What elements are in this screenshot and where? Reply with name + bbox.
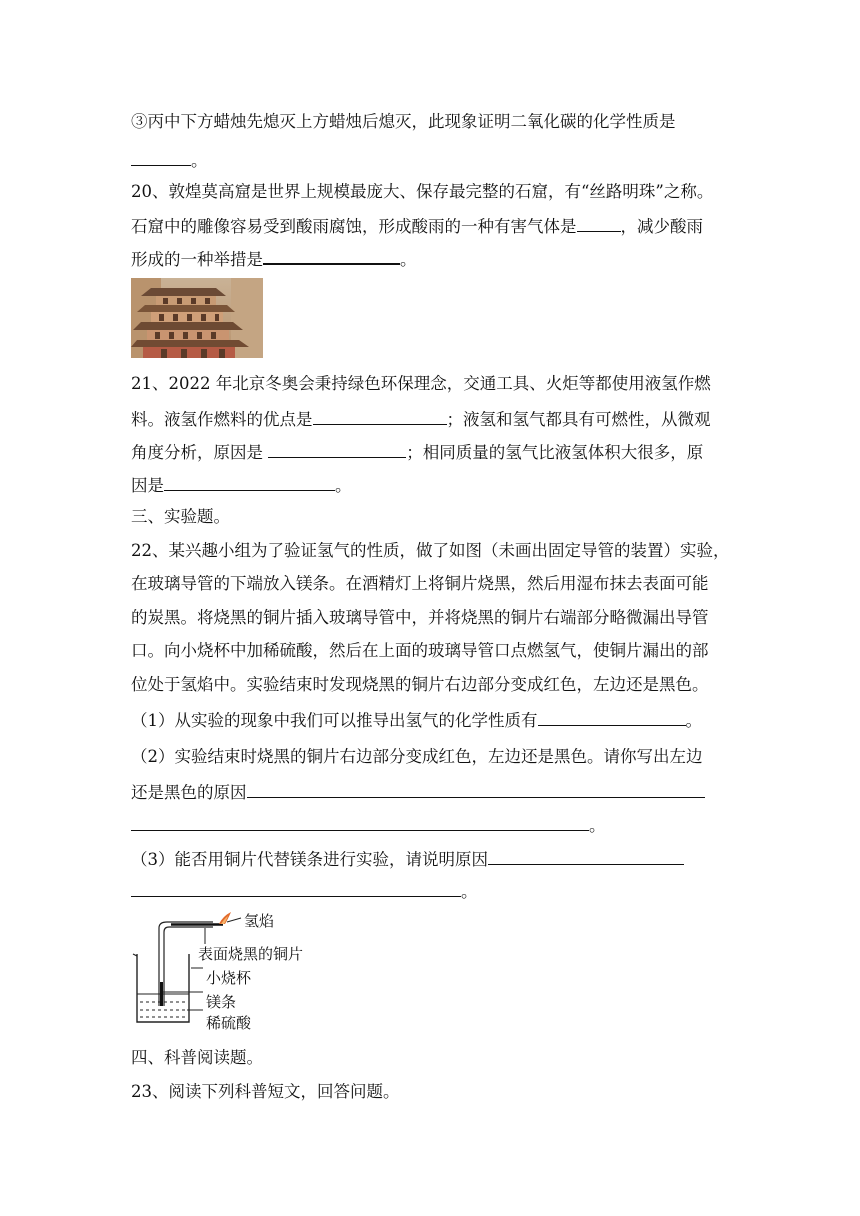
q22-line3: 的炭黑。将烧黑的铜片插入玻璃导管中，并将烧黑的铜片右端部分略微漏出导管 xyxy=(131,608,709,627)
q20-line2: 石窟中的雕像容易受到酸雨腐蚀，形成酸雨的一种有害气体是 ，减少酸雨 xyxy=(131,213,703,238)
answer-blank[interactable] xyxy=(247,779,705,798)
mogao-grottoes-photo xyxy=(131,278,263,358)
label-dilute-sulfuric-acid: 稀硫酸 xyxy=(206,1014,252,1032)
q21-line3: 角度分析，原因是 ；相同质量的氢气比液氢体积大很多，原 xyxy=(131,439,703,464)
q22-sub1: （1）从实验的现象中我们可以推导出氢气的化学性质有 。 xyxy=(131,707,702,732)
q22-line2: 在玻璃导管的下端放入镁条。在酒精灯上将铜片烧黑，然后用湿布抹去表面可能 xyxy=(131,574,709,593)
q22-sub2-line1: （2）实验结束时烧黑的铜片右边部分变成红色，左边还是黑色。请你写出左边 xyxy=(131,747,703,766)
q19-line1: ③丙中下方蜡烛先熄灭上方蜡烛后熄灭，此现象证明二氧化碳的化学性质是 xyxy=(131,112,676,131)
answer-blank[interactable] xyxy=(488,846,684,865)
q22-sub3: （3）能否用铜片代替镁条进行实验，请说明原因 xyxy=(131,846,684,871)
label-blackened-copper: 表面烧黑的铜片 xyxy=(198,945,304,963)
answer-blank[interactable] xyxy=(131,878,461,897)
answer-blank[interactable] xyxy=(577,213,621,232)
q21-line1: 21、2022 年北京冬奥会秉持绿色环保理念，交通工具、火炬等都使用液氢作燃 xyxy=(131,374,711,393)
answer-blank[interactable] xyxy=(263,245,400,265)
answer-blank[interactable] xyxy=(131,147,191,166)
q19-line2: 。 xyxy=(131,147,208,172)
experiment-diagram xyxy=(131,910,341,1030)
q22-sub2-line3: 。 xyxy=(131,812,606,837)
answer-blank[interactable] xyxy=(164,472,335,491)
label-small-beaker: 小烧杯 xyxy=(206,969,252,987)
answer-blank[interactable] xyxy=(538,707,686,726)
answer-blank[interactable] xyxy=(268,439,406,458)
q23-line1: 23、阅读下列科普短文，回答问题。 xyxy=(131,1082,400,1101)
answer-blank[interactable] xyxy=(131,812,589,831)
q22-sub3-line2: 。 xyxy=(131,878,478,903)
q22-sub2-line2: 还是黑色的原因 xyxy=(131,779,705,804)
q22-line4: 口。向小烧杯中加稀硫酸，然后在上面的玻璃导管口点燃氢气，使铜片漏出的部 xyxy=(131,641,709,660)
q20-line1: 20、敦煌莫高窟是世界上规模最庞大、保存最完整的石窟，有“丝路明珠”之称。 xyxy=(131,182,714,201)
section-heading-experiment: 三、实验题。 xyxy=(131,507,230,526)
q20-line3: 形成的一种举措是 。 xyxy=(131,245,417,271)
q21-line4: 因是 。 xyxy=(131,472,352,497)
answer-blank[interactable] xyxy=(313,406,447,425)
label-hydrogen-flame: 氢焰 xyxy=(244,912,275,930)
q21-line2: 料。液氢作燃料的优点是 ；液氢和氢气都具有可燃性，从微观 xyxy=(131,406,711,431)
label-magnesium-ribbon: 镁条 xyxy=(206,993,237,1011)
q22-line5: 位处于氢焰中。实验结束时发现烧黑的铜片右边部分变成红色，左边还是黑色。 xyxy=(131,675,709,694)
q22-line1: 22、某兴趣小组为了验证氢气的性质，做了如图（未画出固定导管的装置）实验， xyxy=(131,541,730,560)
section-heading-reading: 四、科普阅读题。 xyxy=(131,1048,263,1067)
